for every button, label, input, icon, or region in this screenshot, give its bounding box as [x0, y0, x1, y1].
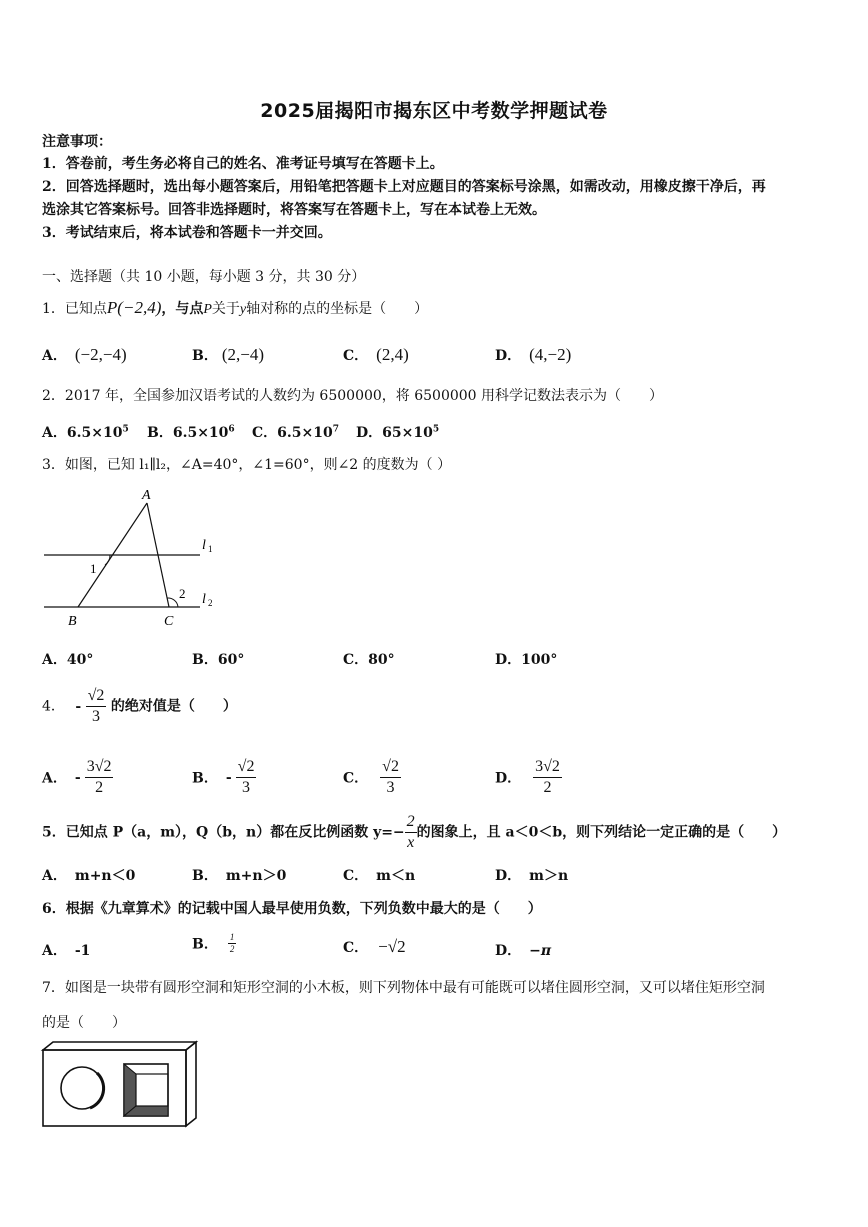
q4-option-d[interactable]: D． $\frac{3√2}{2}$ [495, 758, 560, 796]
q1-option-b[interactable]: B． (2,−4) [192, 345, 265, 364]
label-a: A [142, 488, 151, 503]
q3-option-b[interactable]: B．60° [192, 652, 245, 668]
q2-option-a[interactable]: A．$6.5\times 10^5$ [42, 424, 129, 441]
q1-option-d[interactable]: D． (4,−2) [495, 345, 572, 364]
q7-board-figure [40, 1038, 202, 1130]
q4-option-a[interactable]: A． - $\frac{3√2}{2}$ [42, 758, 112, 796]
section-heading: 一、选择题（共 10 小题，每小题 3 分，共 30 分） [42, 269, 366, 285]
q4-option-c[interactable]: C． $\frac{√2}{3}$ [343, 758, 399, 796]
q3-figure [40, 485, 230, 630]
q4-fraction: $\frac{√2}{3}$ [87, 687, 105, 725]
q4-option-b[interactable]: B． - $\frac{√2}{3}$ [192, 758, 255, 796]
label-b: B [68, 614, 77, 629]
note-2b: 选涂其它答案标号。回答非选择题时，将答案写在答题卡上，写在本试卷上无效。 [42, 202, 546, 218]
question-7-stem-line1: 7．如图是一块带有圆形空洞和矩形空洞的小木板，则下列物体中最有可能既可以堵住圆形空洞，又可以堵住矩形空洞 [42, 980, 765, 996]
label-angle-2: 2 [179, 586, 186, 601]
question-4-stem: 4． - $\frac{√2}{3}$ 的绝对值是（ ） [42, 687, 237, 725]
q6-option-a[interactable]: A． -1 [42, 943, 91, 959]
question-5-stem: 5．已知点 P（a，m），Q（b，n）都在反比例函数 y=− $\frac{2}{x}$ 的图象上，且 a＜0＜b，则下列结论一定正确的是（ ） [42, 813, 787, 851]
note-3: 3．考试结束后，将本试卷和答题卡一并交回。 [42, 225, 332, 241]
q5-option-a[interactable]: A． m+n＜0 [42, 868, 136, 884]
label-l2: l [202, 592, 206, 607]
q2-option-c[interactable]: C．$6.5\times 10^7$ [252, 424, 339, 441]
q1-stem-d: 轴对称的点的坐标是（ ） [246, 301, 429, 317]
note-1: 1．答卷前，考生务必将自己的姓名、准考证号填写在答题卡上。 [42, 156, 444, 172]
q1-stem-a: 1．已知点 [42, 301, 107, 317]
q5-option-c[interactable]: C． m＜n [343, 868, 416, 884]
q1-point: P(−2,4) [106, 298, 162, 317]
q6-option-b[interactable]: B． $\frac{1}{2}$ [192, 932, 235, 954]
question-3-stem: 3．如图，已知 l₁∥l₂，∠A=40°，∠1=60°，则∠2 的度数为（ ） [42, 457, 452, 473]
q5-option-b[interactable]: B． m+n＞0 [192, 868, 287, 884]
q1-stem-c: 关于 [211, 301, 240, 317]
q1-y: y [239, 302, 247, 317]
label-l2-sub: 2 [208, 598, 213, 608]
note-2a: 2．回答选择题时，选出每小题答案后，用铅笔把答题卡上对应题目的答案标号涂黑，如需改动，用橡皮擦干净后，再 [42, 179, 766, 195]
question-7-stem-line2: 的是（ ） [42, 1015, 126, 1031]
page-title: 2025届揭阳市揭东区中考数学押题试卷 [260, 100, 608, 122]
q3-option-d[interactable]: D．100° [495, 652, 558, 668]
question-6-stem: 6．根据《九章算术》的记载中国人最早使用负数，下列负数中最大的是（ ） [42, 901, 542, 917]
q1-p: P [203, 302, 212, 317]
label-l1: l [202, 538, 206, 553]
q1-stem-b: ，与点 [161, 301, 204, 317]
q3-option-a[interactable]: A．40° [42, 652, 94, 668]
label-c: C [164, 614, 174, 629]
notes-heading: 注意事项： [42, 134, 112, 150]
question-1-stem [42, 298, 428, 320]
q6-option-d[interactable]: D． −π [495, 943, 552, 959]
q6-option-c[interactable]: C． −√2 [343, 937, 406, 956]
q2-option-b[interactable]: B．$6.5\times 10^6$ [147, 424, 235, 441]
q2-option-d[interactable]: D．$65\times 10^5$ [356, 424, 440, 441]
q3-option-c[interactable]: C．80° [343, 652, 395, 668]
q5-option-d[interactable]: D． m＞n [495, 868, 569, 884]
label-angle-1: 1 [90, 561, 97, 576]
label-l1-sub: 1 [208, 544, 213, 554]
question-2-stem: 2．2017 年，全国参加汉语考试的人数约为 6500000，将 6500000 用科学记数法表示为（ ） [42, 388, 664, 404]
q1-option-a[interactable]: A． (−2,−4) [42, 345, 127, 364]
q1-option-c[interactable]: C． (2,4) [343, 345, 409, 364]
